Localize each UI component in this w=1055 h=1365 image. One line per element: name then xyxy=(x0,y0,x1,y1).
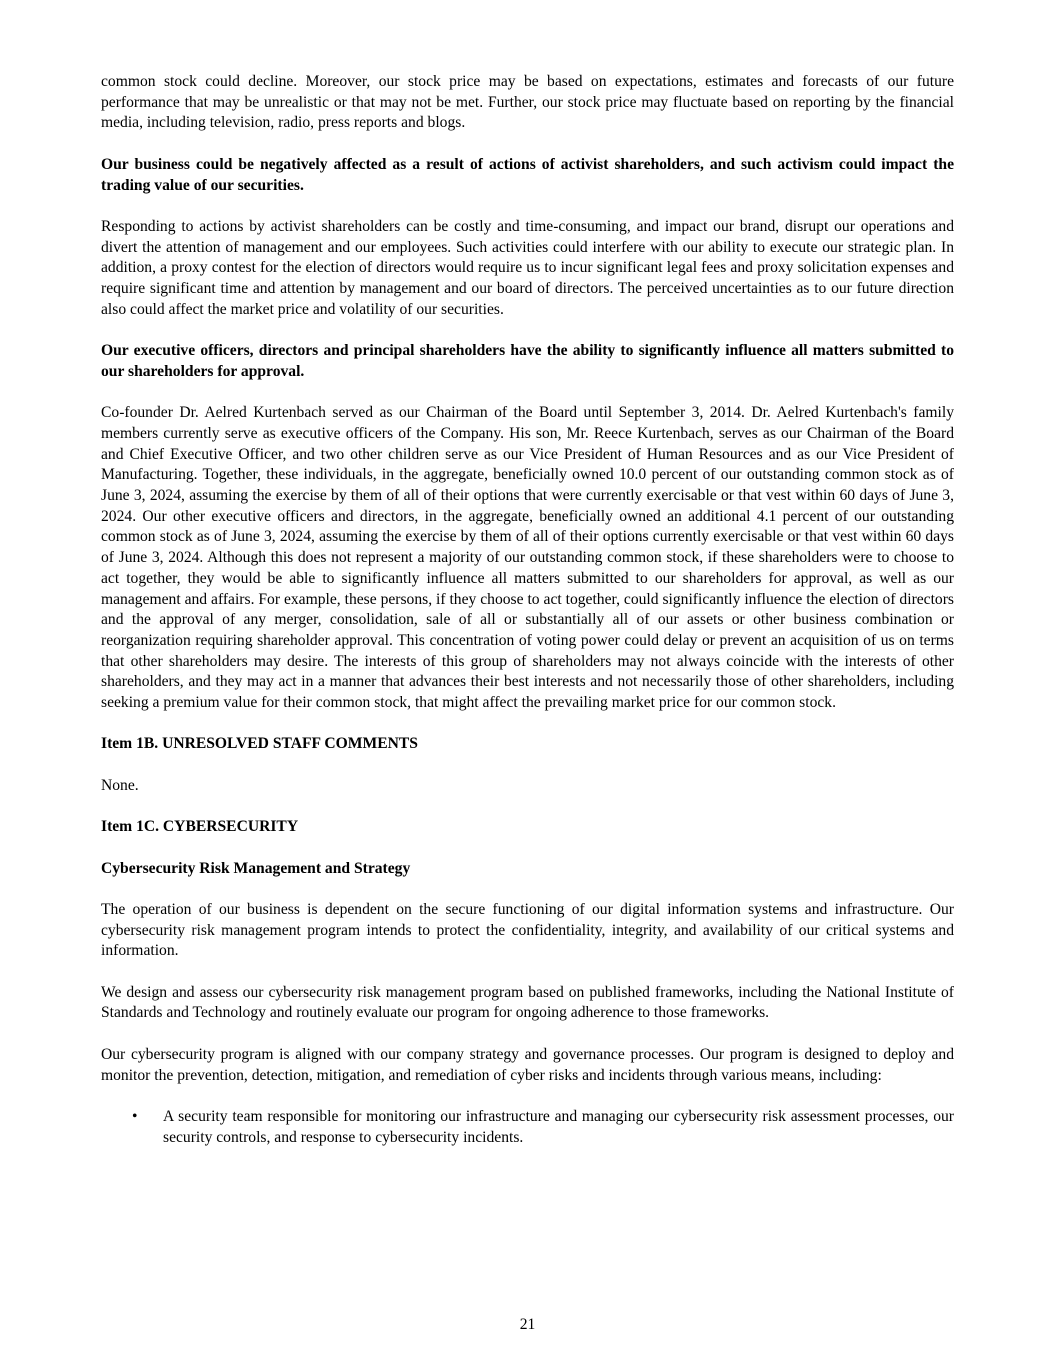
bullet-text: A security team responsible for monitoring our infrastructure and managing our cybersecurity risk assessment processes, our security controls, and response to cybersecurity incidents. xyxy=(163,1107,954,1146)
paragraph-activist-shareholders: Responding to actions by activist shareholders can be costly and time-consuming, and impact our brand, disrupt our operations and divert the attention of management and our employees. Such activities could interfere with our ability to execute our strategic plan. In addition, a proxy contest for the election of directors would require us to incur significant legal fees and proxy solicitation expenses and require significant time and attention by management and our board of directors. The perceived uncertainties as to our future direction also could affect the market price and volatility of our securities. xyxy=(101,217,954,318)
bullet-icon: • xyxy=(132,1107,138,1125)
heading-item-1c: Item 1C. CYBERSECURITY xyxy=(101,818,299,836)
document-page xyxy=(101,72,954,1148)
paragraph-cybersecurity-program: Our cybersecurity program is aligned with our company strategy and governance processes. Our program is designed to deploy and monitor the prevention, detection, mitigation, and remediation of cyber risks and incidents through various means, including: xyxy=(101,1045,954,1084)
heading-cybersecurity-risk: Cybersecurity Risk Management and Strategy xyxy=(101,859,411,877)
paragraph-executive-influence: Co-founder Dr. Aelred Kurtenbach served as our Chairman of the Board until September 3, 2014. Dr. Aelred Kurtenbach's family members currently serve as executive officers of the Company. His son, Mr. Reece Kurtenbach, serves as our Chairman of the Board and Chief Executive Officer, and two other children serve as our Vice President of Human Resources and as our Vice President of Manufacturing. Together, these individuals, in the aggregate, beneficially owned 10.0 percent of our outstanding common stock as of June 3, 2024, assuming the exercise by them of all of their options that were currently exercisable or that vest within 60 days of June 3, 2024. Our other executive officers and directors, in the aggregate, beneficially owned an additional 4.1 percent of our outstanding common stock as of June 3, 2024, assuming the exercise by them of all of their options currently exercisable or that vest within 60 days of June 3, 2024. Although this does not represent a majority of our outstanding common stock, if these shareholders were to choose to act together, they would be able to significantly influence all matters submitted to our shareholders for approval, as well as our management and affairs. For example, these persons, if they choose to act together, could significantly influence the election of directors and the approval of any merger, consolidation, sale of all or substantially all of our assets or other business combination or reorganization requiring shareholder approval. This concentration of voting power could delay or prevent an acquisition of us on terms that other shareholders may desire. The interests of this group of shareholders may not always coincide with the interests of other shareholders, and they may act in a manner that advances their best interests and not necessarily those of other shareholders, including seeking a premium value for their common stock, that might affect the prevailing market price for our common stock. xyxy=(101,404,954,712)
paragraph-cybersecurity-frameworks: We design and assess our cybersecurity risk management program based on published frameworks, including the National Institute of Standards and Technology and routinely evaluate our program for ongoing adherence to those frameworks. xyxy=(101,983,954,1022)
page-number: 21 xyxy=(519,1316,536,1333)
paragraph-stock-price: common stock could decline. Moreover, our stock price may be based on expectations, estimates and forecasts of our future performance that may be unrealistic or that may not be met. Further, our stock price may fluctuate based on reporting by the financial media, including television, radio, press reports and blogs. xyxy=(101,73,954,132)
paragraph-cybersecurity-operation: The operation of our business is dependent on the secure functioning of our digital information systems and infrastructure. Our cybersecurity risk management program intends to protect the confidentiality, integrity, and availability of our critical systems and information. xyxy=(101,900,954,960)
bullet-list-item xyxy=(101,1107,954,1148)
heading-executive-influence: Our executive officers, directors and principal shareholders have the ability to significantly influence all matters submitted to our shareholders for approval. xyxy=(101,342,954,380)
paragraph-none: None. xyxy=(101,776,139,794)
heading-activist-shareholders: Our business could be negatively affected as a result of actions of activist shareholders, and such activism could impact the trading value of our securities. xyxy=(101,155,954,194)
heading-item-1b: Item 1B. UNRESOLVED STAFF COMMENTS xyxy=(101,735,418,753)
